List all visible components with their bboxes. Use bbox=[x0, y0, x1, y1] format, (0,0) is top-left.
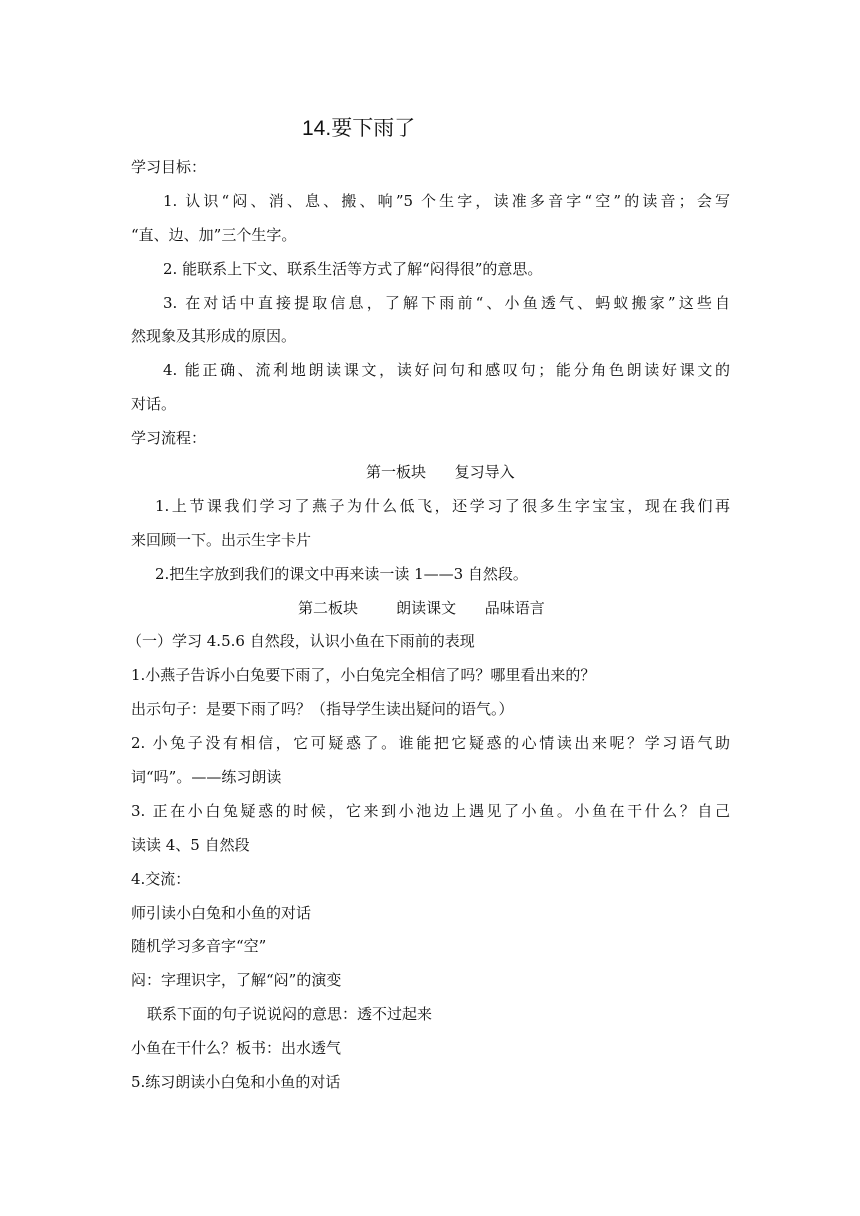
paragraph-4-line-1: 3. 正在小白兔疑惑的时候，它来到小池边上遇见了小鱼。小鱼在干什么？自己 bbox=[131, 802, 730, 820]
page-title: 14.要下雨了 bbox=[302, 117, 416, 140]
paragraph-3-line-2: 词“吗”。——练习朗读 bbox=[131, 768, 282, 786]
paragraph-1: 1.小燕子告诉小白兔要下雨了，小白兔完全相信了吗？哪里看出来的？ bbox=[131, 666, 596, 684]
goals-heading: 学习目标： bbox=[131, 158, 207, 176]
part-1-heading: （一）学习 4.5.6 自然段，认识小鱼在下雨前的表现 bbox=[127, 632, 475, 650]
paragraph-5: 4.交流： bbox=[131, 870, 191, 888]
paragraph-4-line-2: 读读 4、5 自然段 bbox=[131, 836, 250, 854]
paragraph-6: 师引读小白兔和小鱼的对话 bbox=[131, 904, 312, 922]
goal-4-line-1: 4. 能正确、流利地朗读课文，读好问句和感叹句；能分角色朗读好课文的 bbox=[163, 361, 730, 379]
process-heading: 学习流程： bbox=[131, 429, 207, 447]
s1-item-1-line-2: 来回顾一下。出示生字卡片 bbox=[131, 531, 312, 549]
paragraph-3-line-1: 2. 小兔子没有相信，它可疑惑了。谁能把它疑惑的心情读出来呢？学习语气助 bbox=[131, 734, 730, 752]
paragraph-11: 5.练习朗读小白兔和小鱼的对话 bbox=[131, 1073, 341, 1091]
s1-item-1-line-1: 1.上节课我们学习了燕子为什么低飞，还学习了很多生字宝宝，现在我们再 bbox=[155, 497, 730, 515]
goal-1-line-1: 1. 认识“闷、消、息、搬、响”5 个生字，读准多音字“空”的读音；会写 bbox=[163, 192, 730, 210]
goal-3-line-1: 3. 在对话中直接提取信息，了解下雨前“、小鱼透气、蚂蚁搬家”这些自 bbox=[163, 294, 730, 312]
goal-3-line-2: 然现象及其形成的原因。 bbox=[131, 327, 297, 345]
section-2-heading: 第二板块 朗读课文 品味语言 bbox=[298, 599, 545, 617]
section-1-heading: 第一板块 复习导入 bbox=[366, 463, 515, 481]
paragraph-2: 出示句子：是要下雨了吗？（指导学生读出疑问的语气。） bbox=[131, 700, 514, 718]
goal-4-line-2: 对话。 bbox=[131, 395, 177, 413]
s1-item-2: 2.把生字放到我们的课文中再来读一读 1——3 自然段。 bbox=[155, 565, 528, 583]
paragraph-8: 闷：字理识字，了解“闷”的演变 bbox=[131, 971, 342, 989]
paragraph-7: 随机学习多音字“空” bbox=[131, 937, 267, 955]
goal-1-line-2: “直、边、加”三个生字。 bbox=[131, 226, 297, 244]
paragraph-9: 联系下面的句子说说闷的意思：透不过起来 bbox=[147, 1005, 433, 1023]
paragraph-10: 小鱼在干什么？板书：出水透气 bbox=[131, 1039, 342, 1057]
goal-2: 2. 能联系上下文、联系生活等方式了解“闷得很”的意思。 bbox=[163, 260, 543, 278]
